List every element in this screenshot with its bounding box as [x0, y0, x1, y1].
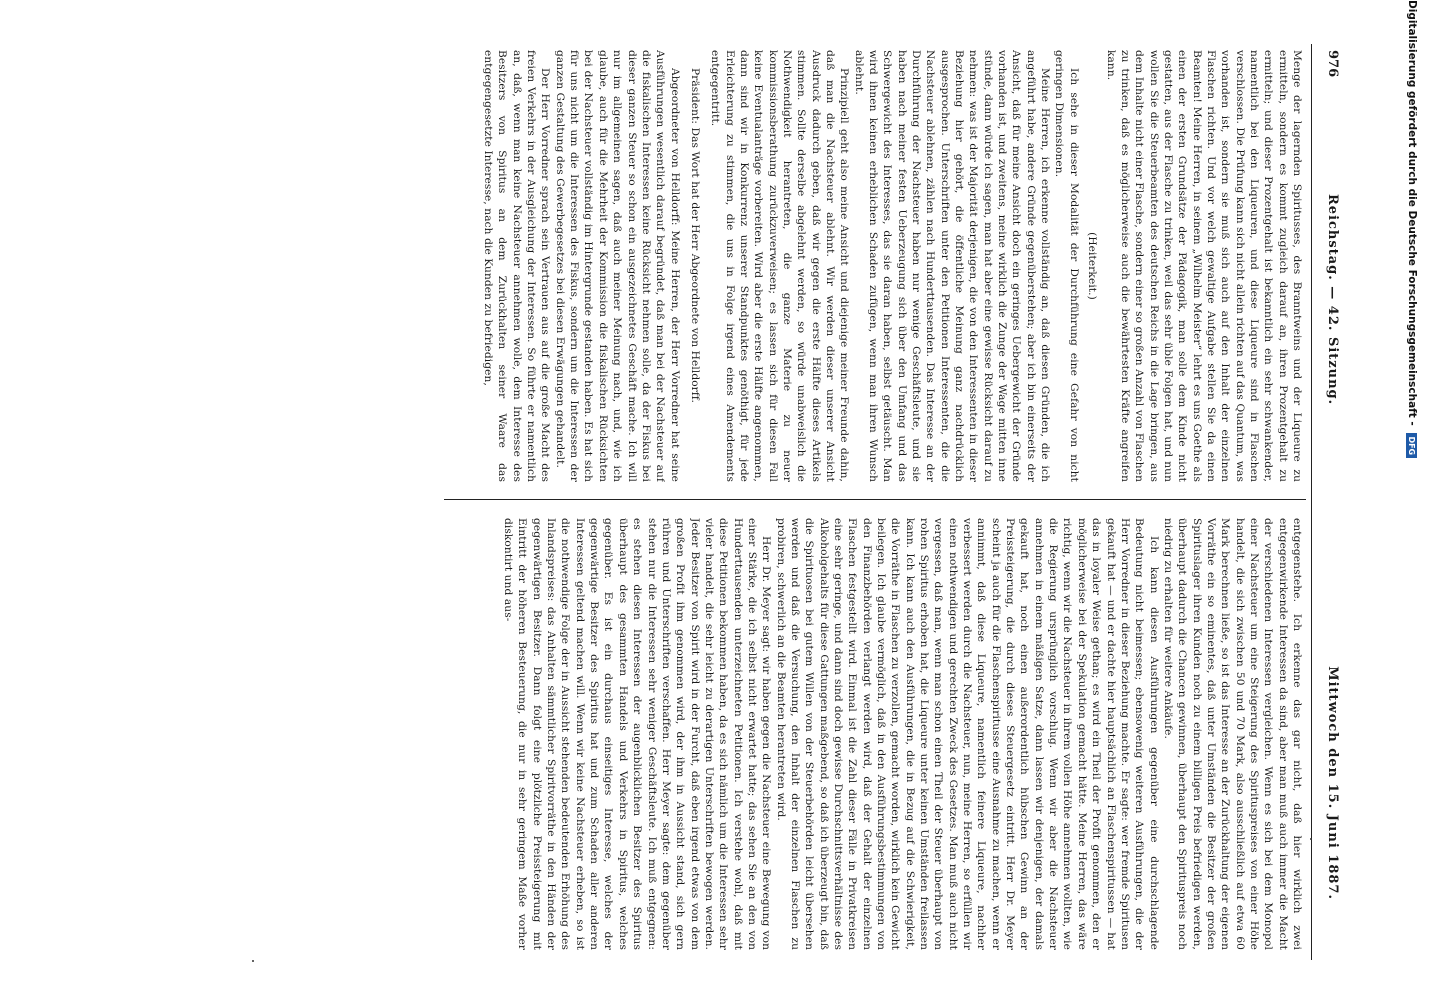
scan-speck	[1310, 838, 1312, 840]
paragraph: Der Herr Vorredner sprach sein Vertrauen aus auf die große Macht des freien Verkehrs in der Ausgleichung der Interessen. So führte er namentlich an, daß, wenn man keine Nachsteuer annehmen wolle, dem Interesse des Besitzers von Spiritus an dem Zurückhalten seiner Waare das entgegengesetzte Interesse, nach die Kunden zu befriedigen,	[482, 50, 552, 482]
page-header	[1311, 44, 1352, 960]
paragraph: entgegenstehe. Ich erkenne das gar nicht, daß hier wirklich zwei entgegenwirkende Interessen da sind, aber man muß auch immer die Macht der verschiedenen Interessen vergleichen. Wenn es sich bei dem Monopol einer Nachsteuer um eine Steigerung des Spirituspreises von einer Höhe handelt, die sich zwischen 50 und 70 Mark, also ausschließlich auf etwa 60 Mark berechnen ließe, so ist das Interesse an der Zurückhaltung der eigenen Vorräthe ein so eminentes, daß unter Umständen die Besitzer der großen Spirituslager ihren Kunden noch zu einem billigen Preis befriedigen werden, überhaupt dadurch die Chancen gewinnen, überhaupt den Spirituspreis noch niedrig zu erhalten für weitere Ankäufe.	[1161, 518, 1303, 950]
paragraph: Ich sehe in dieser Modalität der Durchführung eine Gefahr von nicht geringen Dimensionen.	[1053, 50, 1080, 482]
paragraph: Ich kann diesen Ausführungen gegenüber eine durchschlagende Bedeutung nicht beimessen; ebensowenig weiteren Ausführungen, die der Herr Vorredner in dieser Beziehung machte. Er sagte: wer fremde Spiritusen gekauft hat — und er dachte hier hauptsächlich an Flaschenspiritussen — hat das in loyaler Weise gethan; es wird ein Theil der Profit genommen, den er möglicherweise bei der Spekulation gemacht hätte. Meine Herren, das wäre richtig, wenn wir die Nachsteuer in ihrem vollen Höhe annehmen wollten, wie die Regierung ursprünglich vorschlug. Wenn wir aber die Nachsteuer annehmen in einem mäßigen Satze, dann lassen wir denjenigen, der damals gekauft hat, noch einen außerordentlich hübschen Gewinn an der Preissteigerung, die durch dieses Steuergesetz eintritt. Herr Dr. Meyer scheint ja auch für die Flaschenspiritusse eine Ausnahme zu machen, wenn er annimmt, daß diese Liqueure, namentlich feinere Liqueure, nachher verbessert werden durch die Nachsteuer, nun, meine Herren, so erfüllen wir einen nothwendigen und gerechten Zweck des Gesetzes. Man muß auch nicht vergessen, daß man, wenn man schon einen Theil der Steuer überhaupt von rohen Spiritus erhoben hat, die Liqueure unter keinen Umständen freilassen kann. Ich kann auch den Ausführungen, die in Bezug auf die Schwierigkeit, die Vorräthe in Flaschen zu verzollen, gemacht worden, wirklich kein Gewicht beilegen. Ich glaube vermöglich, daß in den Ausführungsbestimmungen von den Finanzbehörden verlangt werden wird, daß der Gehalt der einzelnen Flaschen festgestellt wird. Einmal ist die Zahl dieser Fälle in Privatkreisen eine sehr geringe, und dann sind doch gewisse Durchschnittsverhältnisse des Alkoholgehalts für diese Gattungen maßgebend, so daß ich überzeugt bin, daß die Spirituosen bei gutem Willen von der Steuerbehörden leicht übersehen werden und daß die Versuchung, den Inhalt der einzelnen Flaschen zu probiren, schwerlich an die Beamten herantreten wird.	[774, 518, 1160, 950]
page-number: 976	[1325, 50, 1340, 78]
paragraph: Herr Dr. Meyer sagt: wir haben gegen die Nachsteuer eine Bewegung von einer Stärke, die ich selbst nicht erwartet hatte; das sehen Sie an den von Hunderttausenden unterzeichneten Petitionen. Ich verstehe wohl, daß mit diese Petitionen bekommen haben, da es sich nämlich um die Interessen sehr vieler handelt, die sehr leicht zu derartigen Unterschriften bewogen werden. Jeder Besitzer von Spirit wird in der Furcht, daß eben irgend etwas von dem großen Profit ihm genommen wird, der ihm in Aussicht stand, sich gern rühren und Unterschriften verschaffen. Herr Meyer sagte: dem gegenüber stehen nur die Interessen sehr weniger Geschäftsleute. Ich muß entgegnen: es stehen diesen Interessen der augenblicklichen Besitzer des Spiritus überhaupt des gesammten Handels und Verkehrs in Spiritus, welches gegenüber. Es ist ein durchaus einseitiges Interesse, welches der gegenwärtige Besitzer des Spiritus hat und zum Schaden aller anderen Interessen geltend machen will. Wenn wir keine Nachsteuer erheben, so ist die nothwendige Folge der in Aussicht stehenden bedeutenden Erhöhung des Inlandspreises: das Anhalten sämmtlicher Spiritvorräthe in den Händen der gegenwärtigen Besitzer. Dann folgt eine plötzliche Preissteigerung mit Eintritt der höheren Besteuerung, die nur in sehr geringem Maße vorher diskontirt und aus-	[502, 518, 773, 950]
paragraph: Prinzipiell geht also meine Ansicht und diejenige meiner Freunde dahin, daß man die Nachsteuer ablehnt. Wir werden dieser unserer Ansicht Ausdruck dadurch geben, daß wir gegen die erste Hälfte dieses Artikels stimmen. Sollte derselbe abgelehnt werden, so würde unabweislich die Nothwendigkeit herantreten, die ganze Materie zu neuer kommissionsberathung zurückzuverweisen; es lassen sich für diesen Fall keine Eventualanträge vorbereiten. Wird aber die erste Hälfte angenommen, dann sind wir in Konkurrenz unserer Standpunktes genöthigt, für jede Erleichterung zu stimmen, die uns in Folge irgend eines Amendements entgegentritt.	[709, 50, 851, 482]
paragraph: Präsident: Das Wort hat der Herr Abgeordnete von Helldorff.	[688, 68, 701, 403]
paragraph: Abgeordneter von Helldorff: Meine Herren, der Herr Vorredner hat seine Ausführungen wesentlich darauf begründet, daß man bei der Nachsteuer auf die fiskalischen Interessen keine Rücksicht nehmen solle, da der Fiskus bei dieser ganzen Steuer so schon ein ausgezeichnetes Geschäft mache. Ich will nur im allgemeinen sagen, daß auch meiner Meinung nach, und, wie ich glaube, auch für die Mehrheit der Kommission die fiskalischen Rücksichten bei der Nachsteuer vollständig im Hintergrunde gestanden haben. Es hat sich für uns nicht um die Interessen des Fiskus, sondern um die Interessen der ganzen Gestaltung des Gewerbegesetzes bei diesen Erwägungen gehandelt.	[553, 50, 681, 482]
rotated-page	[34, 44, 1352, 960]
header-left-title: Reichstag. — 42. Sitzung.	[1325, 194, 1340, 406]
left-column	[444, 50, 1304, 482]
paragraph: Meine Herren, ich erkenne vollständig an, daß diesen Gründen, die ich angeführt habe, andere Gründe gegenüberstehen; aber ich bin einerseits der Ansicht, daß für meine Ansicht doch ein geringes Uebergewicht der Gründe vorhanden ist, und zweitens, meine wirklich die Zunge der Wage mitten inne stünde, dann würde ich sagen, man hat aber eine gewisse Rücksicht darauf zu nehmen: was ist der Majorität derjenigen, die von den Interessenten in dieser Beziehung hier gehört, die öffentliche Meinung ganz nachdrücklich ausgesprochen. Unterschriften unter den Petitionen Interessenten, die die Nachsteuer ablehnen, zählen nach Hunderttausenden. Das Interesse an der Durchführung der Nachsteuer haben nur wenige Geschäftsleute, und sie haben nach meiner festen Ueberzeugung sich über den Umfang und das Schwergewicht des Interesses, das sie daran haben, selbst getäuscht. Man wird ihnen keinen erheblichen Schaden zufügen, wenn man ihren Wunsch ablehnt.	[852, 50, 1052, 482]
paragraph: (Heiterkeit.)	[1086, 232, 1099, 300]
scan-speck	[252, 960, 254, 962]
column-divider	[444, 499, 1306, 500]
dfg-logo: DFG	[1407, 433, 1418, 458]
digitization-text: Digitalisierung gefördert durch die Deutsche Forschungsgemeinschaft -	[1406, 0, 1418, 426]
right-column	[444, 518, 1304, 950]
paragraph: Menge der lagernden Spiritusses, des Branntweins und der Liqueure zu ermitteln, sondern es kommt zugleich darauf an, ihren Prozentgehalt zu ermitteln; und dieser Prozentgehalt ist bekanntlich ein sehr schwankender, namentlich bei den Liqueuren, und diese Liqueure sind in Flaschen verschlossen. Die Prüfung kann sich nicht allein richten auf das Quantum, was vorhanden ist, sondern sie muß sich auch auf den Inhalt der einzelnen Flaschen richten. Und vor welch gewaltige Aufgabe stellen Sie da einen Beamten! Meine Herren, in seinem „Wilhelm Meister“ lehrt es uns Goethe als einen der ersten Grundsätze der Pädagogik, man solle dem Kinde nicht gestatten, aus der Flasche zu trinken, weil das sehr üble Folgen hat, und nun wollen Sie die Steuerbeamten des deutschen Reichs in die Lage bringen, aus dem Inhalte nicht einer Flasche, sondern einer so großen Anzahl von Flaschen zu trinken, daß es möglicherweise auch die bewährtesten Kräfte angreifen kann.	[1104, 50, 1303, 482]
header-right-date: Mittwoch den 15. Juni 1887.	[1325, 666, 1340, 900]
